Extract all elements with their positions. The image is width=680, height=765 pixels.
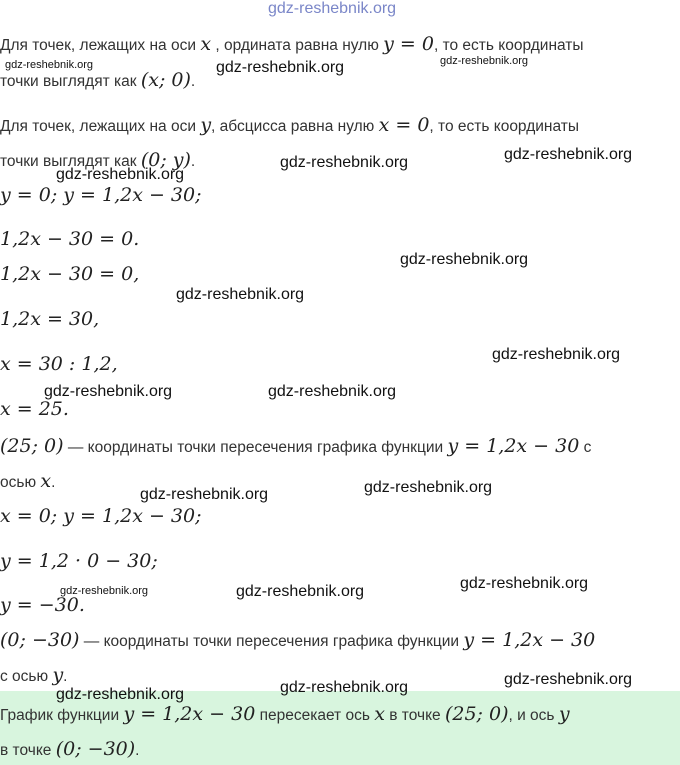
- text: — координаты точки пересечения графика функции: [79, 633, 464, 650]
- text: с осью: [0, 668, 53, 685]
- text: , то есть координаты: [429, 118, 579, 135]
- watermark: gdz-reshebnik.org: [44, 383, 173, 400]
- watermark: gdz-reshebnik.org: [492, 346, 621, 363]
- conclusion-line2: [0, 738, 139, 760]
- result-x-line2: [0, 470, 55, 492]
- text: пересекает ось: [255, 707, 375, 724]
- para1-line2: [0, 69, 195, 91]
- text: График функции: [0, 707, 124, 724]
- math: y = 1,2x − 30: [123, 703, 256, 725]
- step-y-1: x = 0; y = 1,2x − 30;: [0, 505, 202, 527]
- text: .: [51, 474, 56, 491]
- step-x-2: 1,2x − 30 = 0.: [0, 228, 140, 250]
- header-watermark: gdz-reshebnik.org: [268, 0, 397, 17]
- text: .: [135, 742, 140, 759]
- watermark: gdz-reshebnik.org: [176, 286, 305, 303]
- math: x: [200, 33, 212, 55]
- step-y-3: y = −30.: [0, 594, 85, 616]
- math: (x; 0): [140, 69, 191, 91]
- text: в точке: [384, 707, 445, 724]
- para2-line1: [0, 114, 579, 136]
- text: Для точек, лежащих на оси: [0, 118, 201, 135]
- text: .: [63, 668, 68, 685]
- watermark: gdz-reshebnik.org: [140, 486, 269, 503]
- math: x = 0: [378, 114, 430, 136]
- math: y: [52, 664, 64, 686]
- watermark: gdz-reshebnik.org: [280, 154, 409, 171]
- watermark: gdz-reshebnik.org: [236, 583, 365, 600]
- result-y-line2: [0, 664, 67, 686]
- math: (25; 0): [444, 703, 509, 725]
- step-x-4: 1,2x = 30,: [0, 308, 100, 330]
- math: y: [558, 703, 570, 725]
- watermark: gdz-reshebnik.org: [56, 686, 185, 703]
- text: с: [579, 439, 592, 456]
- watermark: gdz-reshebnik.org: [56, 166, 185, 183]
- watermark: gdz-reshebnik.org: [460, 575, 589, 592]
- watermark: gdz-reshebnik.org: [280, 679, 409, 696]
- result-y-line1: [0, 629, 595, 651]
- step-x-1: y = 0; y = 1,2x − 30;: [0, 184, 202, 206]
- text: точки выглядят как: [0, 153, 141, 170]
- text: в точке: [0, 742, 56, 759]
- text: , то есть координаты: [433, 37, 584, 54]
- math: x: [374, 703, 385, 725]
- text: — координаты точки пересечения графика функции: [63, 439, 448, 456]
- para1-line1: [0, 33, 584, 55]
- math: (25; 0): [0, 435, 64, 457]
- math: y = 1,2x − 30: [463, 629, 596, 651]
- step-x-6: x = 25.: [0, 398, 69, 420]
- watermark: gdz-reshebnik.org: [440, 55, 529, 67]
- watermark: gdz-reshebnik.org: [504, 146, 633, 163]
- text: .: [190, 153, 196, 170]
- watermark: gdz-reshebnik.org: [5, 59, 94, 71]
- math: (0; y): [140, 149, 191, 171]
- watermark: gdz-reshebnik.org: [364, 479, 493, 496]
- math: y = 0: [383, 33, 434, 55]
- text: , и ось: [508, 707, 559, 724]
- step-y-2: y = 1,2 · 0 − 30;: [0, 550, 158, 572]
- math: (0; −30): [0, 629, 80, 651]
- math: y: [200, 114, 212, 136]
- watermark: gdz-reshebnik.org: [216, 59, 345, 76]
- step-x-3: 1,2x − 30 = 0,: [0, 263, 140, 285]
- watermark: gdz-reshebnik.org: [268, 383, 397, 400]
- text: , ордината равна нулю: [211, 37, 384, 54]
- step-x-5: x = 30 : 1,2,: [0, 353, 118, 375]
- watermark: gdz-reshebnik.org: [504, 671, 633, 688]
- conclusion-line1: [0, 703, 570, 725]
- text: Для точек, лежащих на оси: [0, 37, 201, 54]
- watermark: gdz-reshebnik.org: [60, 585, 149, 597]
- result-x-line1: [0, 435, 591, 457]
- math: x: [40, 470, 52, 492]
- text: , абсцисса равна нулю: [211, 118, 379, 135]
- text: точки выглядят как: [0, 73, 141, 90]
- math: (0; −30): [55, 738, 136, 760]
- math: y = 1,2x − 30: [447, 435, 580, 457]
- text: осью: [0, 474, 41, 491]
- text: .: [190, 73, 196, 90]
- watermark: gdz-reshebnik.org: [400, 251, 529, 268]
